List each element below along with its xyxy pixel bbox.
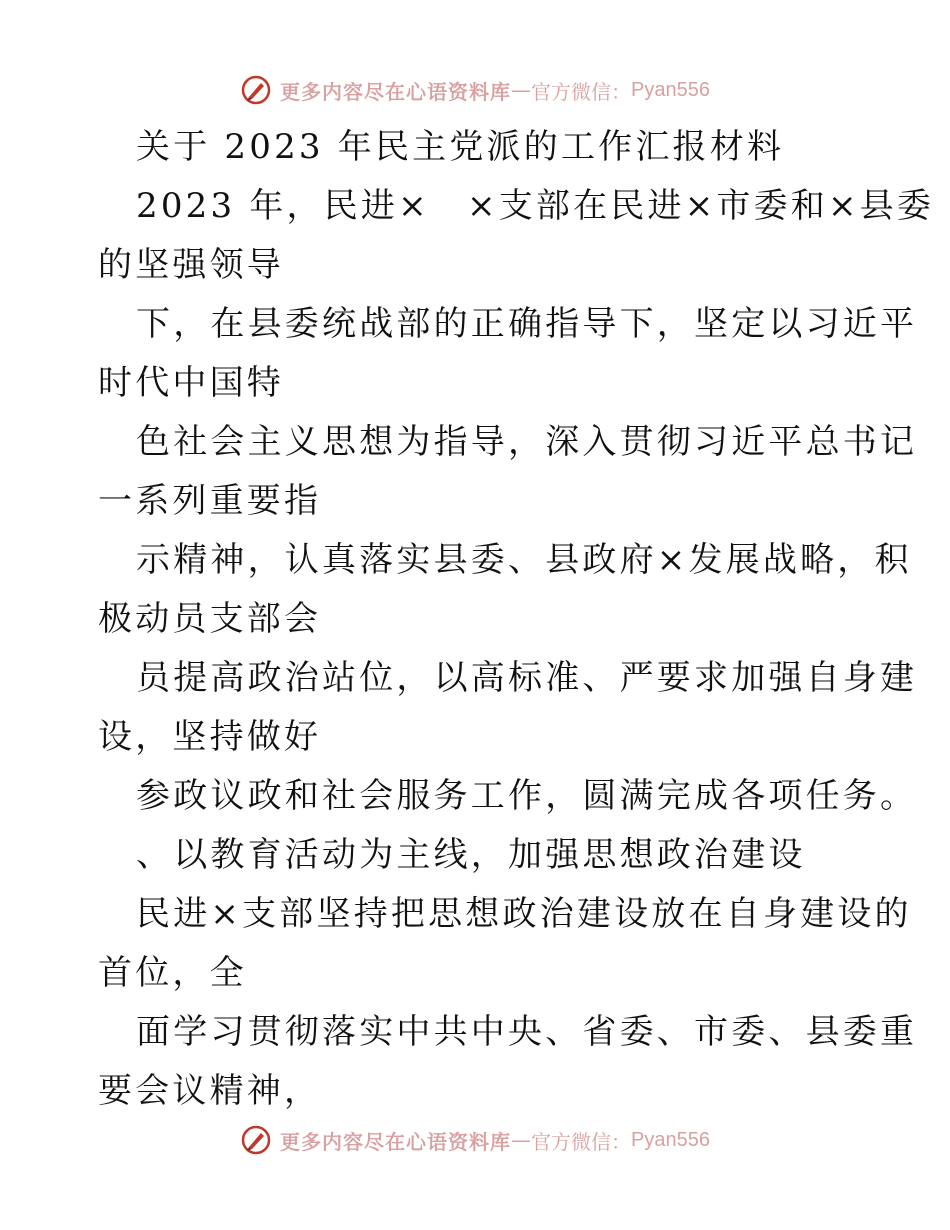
paragraph-line: 一系列重要指 [98,481,322,521]
paragraph-line: 示精神，认真落实县委、县政府×发展战略，积 [136,540,912,580]
footer-watermark-banner [0,1120,950,1160]
paragraph-line: 员提高政治站位，以高标准、严要求加强自身建 [136,658,918,698]
paragraph-line: 要会议精神， [98,1071,322,1111]
watermark-separator: — [511,1128,532,1152]
paragraph-line: 色社会主义思想为指导，深入贯彻习近平总书记 [136,422,918,462]
paragraph-line: 设，坚持做好 [98,717,322,757]
watermark-wechat-label: 官方微信： [531,1129,632,1154]
pen-circle-logo-icon [240,1124,272,1156]
paragraph-line: 首位，全 [98,953,247,993]
paragraph-line: 时代中国特 [98,363,284,403]
paragraph-line: 面学习贯彻落实中共中央、省委、市委、县委重 [136,1012,918,1052]
paragraph-line: 下，在县委统战部的正确指导下，坚定以习近平 [136,304,918,344]
paragraph-line: 极动员支部会 [98,599,322,639]
header-watermark-banner [0,70,950,110]
paragraph-line: 民进×支部坚持把思想政治建设放在自身建设的 [136,894,912,934]
watermark-brand-text: 更多内容尽在心语资料库 [280,79,512,104]
watermark-wechat-id: Pyan556 [631,78,710,101]
document-title: 关于 2023 年民主党派的工作汇报材料 [136,127,785,167]
paragraph-line: 2023 年，民进× ×支部在民进×市委和×县委 [136,186,935,226]
document-body [98,118,935,1121]
watermark-brand-text: 更多内容尽在心语资料库 [280,1129,512,1154]
paragraph-line: 参政议政和社会服务工作，圆满完成各项任务。 [136,776,918,816]
watermark-wechat-id: Pyan556 [631,1128,710,1151]
pen-circle-logo-icon [240,74,272,106]
paragraph-line: 的坚强领导 [98,245,284,285]
watermark-wechat-label: 官方微信： [531,79,632,104]
section-heading: 、以教育活动为主线，加强思想政治建设 [136,835,806,875]
watermark-separator: — [511,78,532,102]
